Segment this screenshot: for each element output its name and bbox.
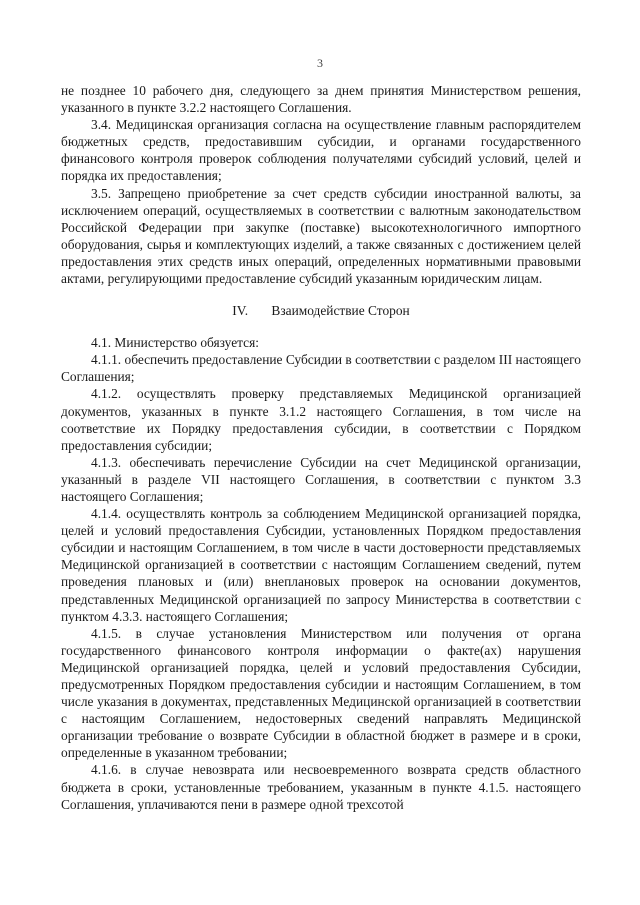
section-heading xyxy=(61,302,581,319)
paragraph-3-5: 3.5. Запрещено приобретение за счет средств субсидии иностранной валюты, за исключением операций, осуществляемых в соответствии с валютным законодательством Российской Федерации при закупке (поставке) высокотехнологичного импортного оборудования, сырья и комплектующих изделий, а также связанных с достижением целей предоставления этих средств иных операций, определенных нормативными правовыми актами, регулирующими предоставление субсидий указанным юридическим лицам. xyxy=(61,185,581,287)
section-number: IV. xyxy=(232,303,249,319)
paragraph-4-1-4: 4.1.4. осуществлять контроль за соблюдением Медицинской организацией порядка, целей и условий предоставления Субсидии, установленных Порядком предоставления субсидии и настоящим Соглашением, в том числе в части достоверности представляемых Медицинской организацией в соответствии с настоящим Соглашением сведений, путем проведения плановых и (или) внеплановых проверок на основании документов, представленных Медицинской организацией по запросу Министерства в соответствии с пунктом 4.3.3. настоящего Соглашения; xyxy=(61,506,581,624)
paragraph-4-1-1: 4.1.1. обеспечить предоставление Субсидии в соответствии с разделом III настоящего Соглашения; xyxy=(61,352,581,385)
document-body xyxy=(61,82,581,813)
paragraph-4-1: 4.1. Министерство обязуется: xyxy=(91,335,259,351)
paragraph-continuation: не позднее 10 рабочего дня, следующего за днем принятия Министерством решения, указанного в пункте 3.2.2 настоящего Соглашения. xyxy=(61,83,581,116)
paragraph-3-4: 3.4. Медицинская организация согласна на осуществление главным распорядителем бюджетных средств, предоставившим субсидии, и органами государственного финансового контроля проверок соблюдения получателями субсидий условий, целей и порядка их предоставления; xyxy=(61,117,581,184)
paragraph-4-1-3: 4.1.3. обеспечивать перечисление Субсидии на счет Медицинской организации, указанный в разделе VII настоящего Соглашения, в соответствии с пунктом 3.3 настоящего Соглашения; xyxy=(61,454,581,504)
paragraph-4-1-2: 4.1.2. осуществлять проверку представляемых Медицинской организацией документов, указанных в пункте 3.1.2 настоящего Соглашения, в том числе на соответствие их Порядку предоставления субсидии, в соответствии с Порядком предоставления субсидии; xyxy=(61,386,581,453)
paragraph-4-1-6: 4.1.6. в случае невозврата или несвоевременного возврата средств областного бюджета в сроки, установленные требованием, указанным в пункте 4.1.5. настоящего Соглашения, уплачиваются пени в размере одной трехсотой xyxy=(61,762,581,812)
section-title: Взаимодействие Сторон xyxy=(271,303,410,319)
paragraph-4-1-5: 4.1.5. в случае установления Министерством или получения от органа государственного финансового контроля информации о факте(ах) нарушения Медицинской организацией порядка, целей и условий предоставления Субсидии, предусмотренных Порядком предоставления субсидии и настоящим Соглашением, в том числе указания в документах, представленных Медицинской организацией в соответствии с настоящим Соглашением, недостоверных сведений направлять Медицинской организации требование о возврате Субсидии в областной бюджет в размере и в сроки, определенные в указанном требовании; xyxy=(61,625,581,761)
page-number: 3 xyxy=(317,56,323,70)
